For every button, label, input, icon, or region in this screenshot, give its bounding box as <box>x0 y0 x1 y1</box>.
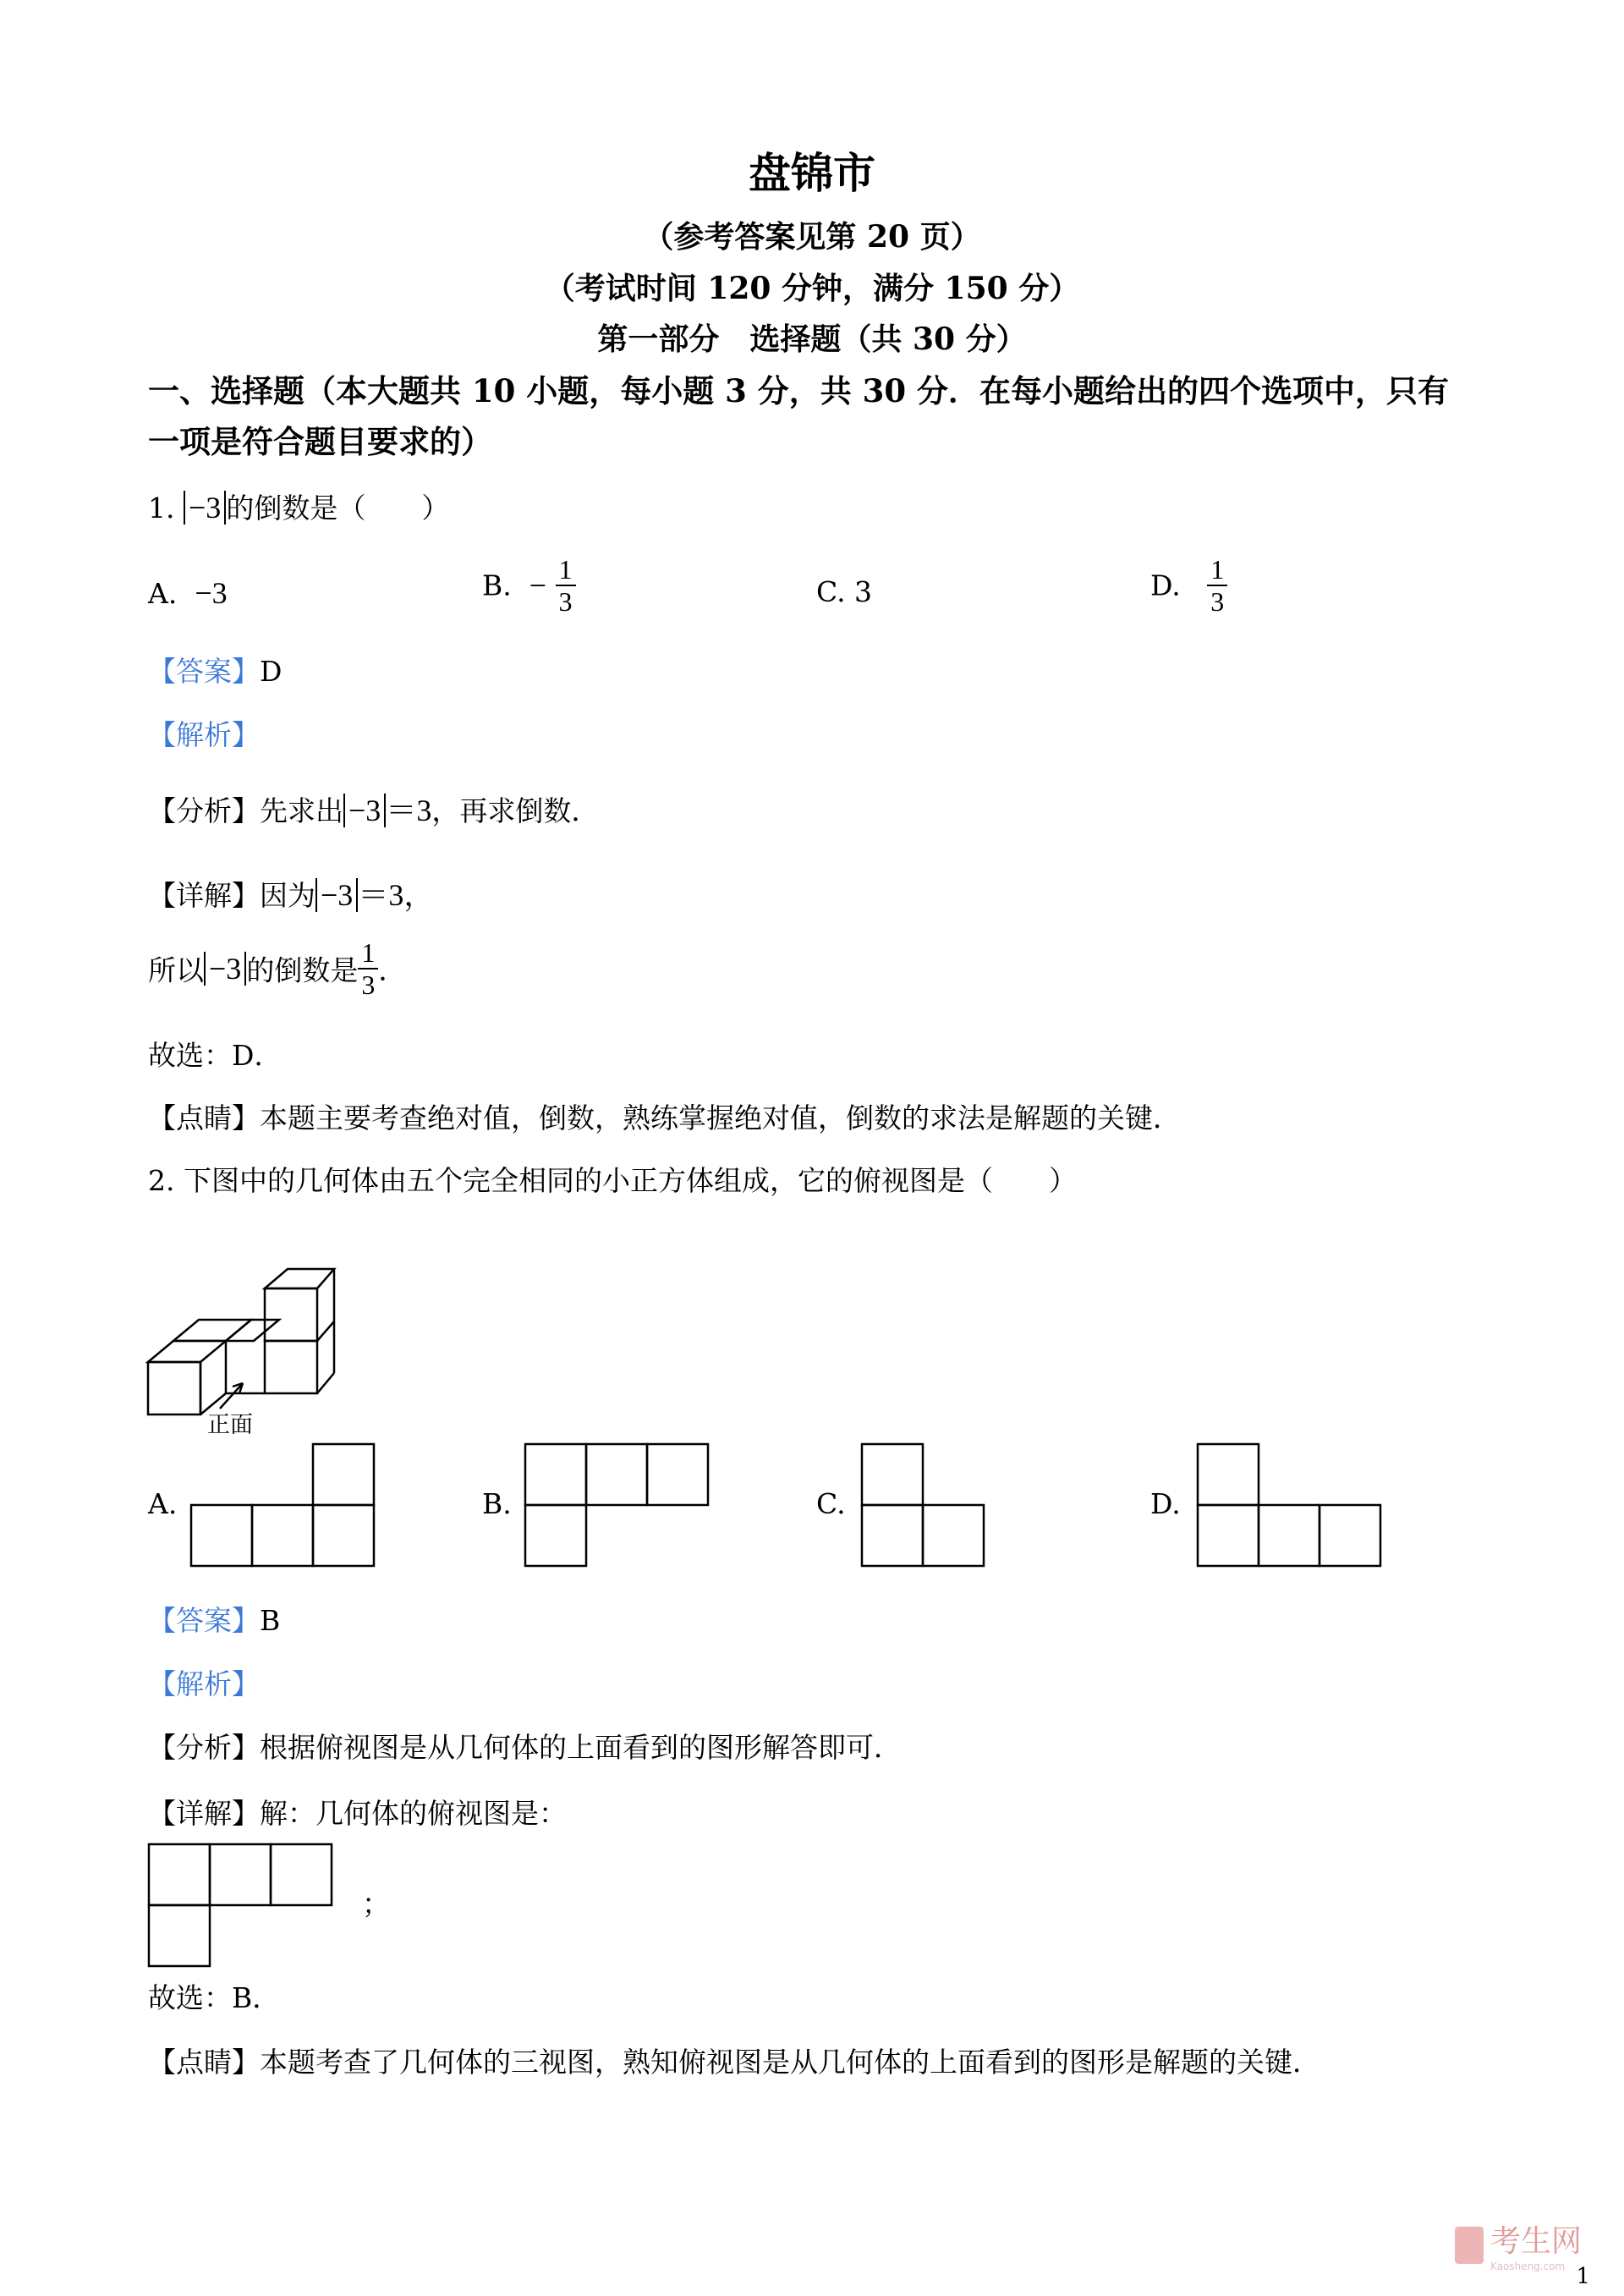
q1-abs-expression: −3 <box>184 491 226 525</box>
q1-option-a: A. −3 <box>148 576 228 610</box>
q2-option-a-label: A. <box>148 1487 178 1520</box>
q2-option-b-figure <box>524 1442 710 1569</box>
q2-option-d-figure <box>1197 1442 1383 1569</box>
q2-solution-figure <box>148 1843 343 1969</box>
q2-analysis-tag: 【解析】 <box>148 1667 260 1700</box>
q1-stem: 1. −3 的倒数是（ ） <box>148 491 450 525</box>
q1-fenxi: 【分析】先求出 −3 ＝3，再求倒数． <box>148 794 600 827</box>
exam-info: （考试时间 120 分钟，满分 150 分） <box>544 271 1080 306</box>
q2-cube-figure <box>144 1273 364 1442</box>
q2-option-a-figure <box>190 1442 376 1569</box>
answer-ref-note: （参考答案见第 20 页） <box>643 219 981 255</box>
q2-option-c-figure <box>861 1442 988 1569</box>
q1-option-c: C. 3 <box>816 575 873 608</box>
page-number: 1 <box>1576 2264 1590 2289</box>
q2-xiangjie: 【详解】解：几何体的俯视图是： <box>148 1797 567 1830</box>
part-heading: 第一部分 选择题（共 30 分） <box>597 321 1027 357</box>
q2-semicolon: ； <box>362 1887 390 1920</box>
q1-choose: 故选：D． <box>148 1039 283 1072</box>
q1-option-b: B. − $\frac{1}{3}$ <box>482 554 576 617</box>
q2-option-c-label: C. <box>816 1487 846 1520</box>
q2-dianjing: 【点睛】本题考查了几何体的三视图，熟知俯视图是从几何体的上面看到的图形是解题的关键． <box>148 2046 1320 2079</box>
section-heading-line2: 一项是符合题目要求的） <box>148 423 492 460</box>
q2-option-d-label: D. <box>1150 1487 1181 1520</box>
q2-stem: 2. 下图中的几何体由五个完全相同的小正方体组成，它的俯视图是（ ） <box>148 1164 1077 1197</box>
q2-option-b-label: B. <box>482 1487 512 1520</box>
watermark-logo-icon <box>1455 2227 1484 2264</box>
q1-xiangjie: 【详解】因为 −3 ＝3， <box>148 878 435 912</box>
q2-answer: 【答案】B <box>148 1604 281 1637</box>
q1-answer: 【答案】D <box>148 655 283 688</box>
watermark: 考生网 Kaosheng.com <box>1455 2217 1582 2272</box>
q2-fenxi: 【分析】根据俯视图是从几何体的上面看到的图形解答即可． <box>148 1731 902 1764</box>
q2-choose: 故选：B． <box>148 1981 281 2014</box>
q1-dianjing: 【点睛】本题主要考查绝对值，倒数，熟练掌握绝对值，倒数的求法是解题的关键． <box>148 1101 1181 1134</box>
section-heading-line1: 一、选择题（本大题共 10 小题，每小题 3 分，共 30 分．在每小题给出的四个选项中，只有 <box>148 372 1450 409</box>
q1-option-d: D. $\frac{1}{3}$ <box>1150 554 1227 617</box>
page-title: 盘锦市 <box>749 148 875 198</box>
q2-front-label: 正面 <box>207 1412 253 1438</box>
q1-conclusion: 所以 −3 的倒数是 $\frac{1}{3}$ ． <box>148 937 407 1000</box>
q1-analysis-tag: 【解析】 <box>148 718 260 751</box>
